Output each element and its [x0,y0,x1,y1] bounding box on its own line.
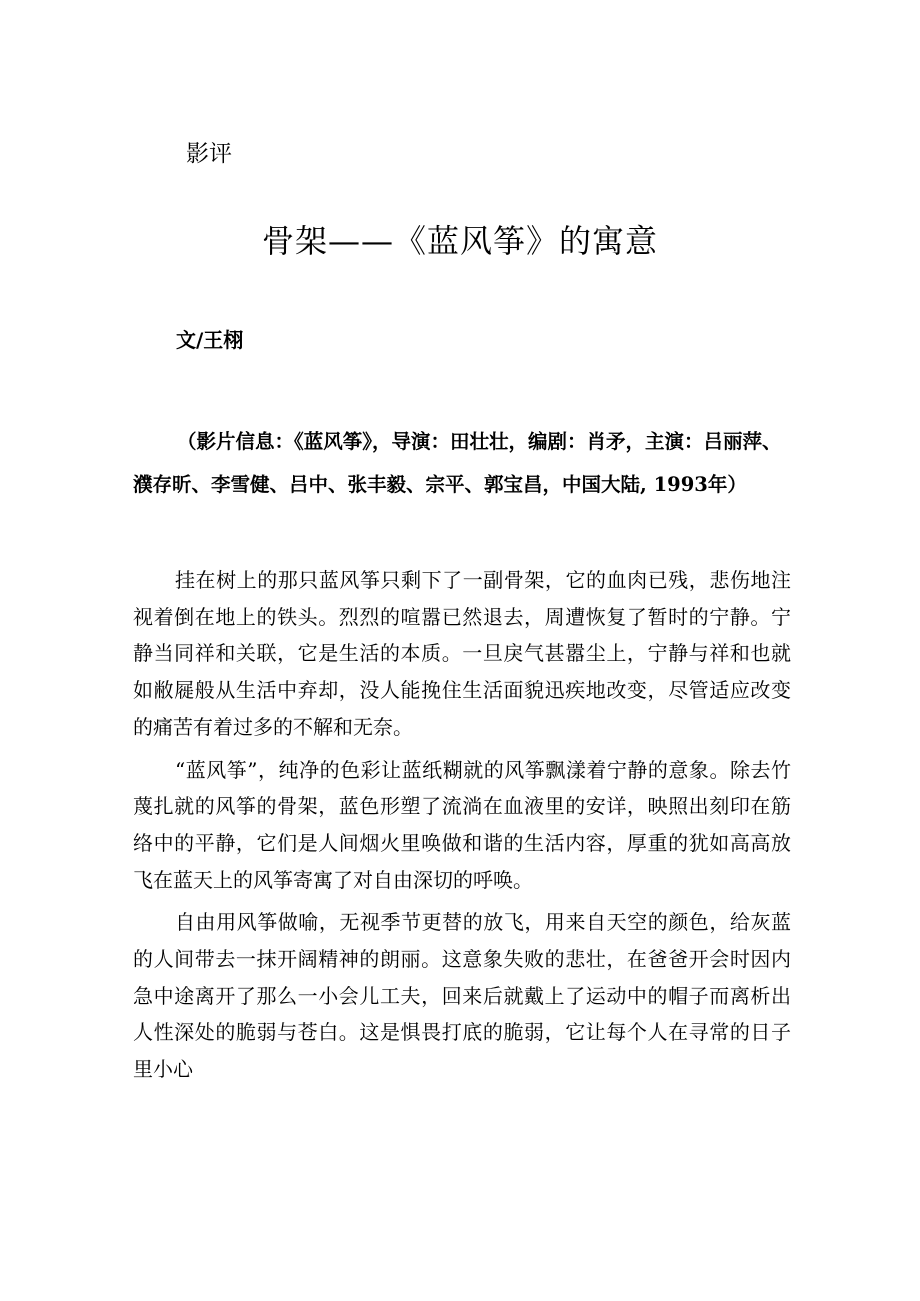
film-info-paragraph: （影片信息：《蓝风筝》，导演：田壮壮，编剧：肖矛，主演：吕丽萍、濮存昕、李雪健、吕中、张丰毅、宗平、郭宝昌，中国大陆, 1993年） [133,430,782,496]
article-title: 骨架——《蓝风筝》的寓意 [261,222,658,260]
body-paragraph: 挂在树上的那只蓝风筝只剩下了一副骨架，它的血肉已残，悲伤地注视着倒在地上的铁头。烈烈的喧嚣已然退去，周遭恢复了暂时的宁静。宁静当同祥和关联，它是生活的本质。一旦戾气甚嚣尘上，宁静与祥和也就如敝屣般从生活中弃却，没人能挽住生活面貌迅疾地改变，尽管适应改变的痛苦有着过多的不解和无奈。 [133,568,791,739]
article-author: 文/王栩 [176,328,244,352]
body-paragraph: “蓝风筝”，纯净的色彩让蓝纸糊就的风筝飘漾着宁静的意象。除去竹蔑扎就的风筝的骨架，蓝色形塑了流淌在血液里的安详，映照出刻印在筋络中的平静，它们是人间烟火里唤做和谐的生活内容，厚重的犹如高高放飞在蓝天上的风筝寄寓了对自由深切的呼唤。 [133,757,791,892]
article-body [133,562,791,1088]
article-category: 影评 [186,141,232,167]
body-paragraph: 自由用风筝做喻，无视季节更替的放飞，用来自天空的颜色，给灰蓝的人间带去一抹开阔精神的朗丽。这意象失败的悲壮，在爸爸开会时因内急中途离开了那么一小会儿工夫，回来后就戴上了运动中的帽子而离析出人性深处的脆弱与苍白。这是惧畏打底的脆弱，它让每个人在寻常的日子里小心 [133,910,791,1082]
